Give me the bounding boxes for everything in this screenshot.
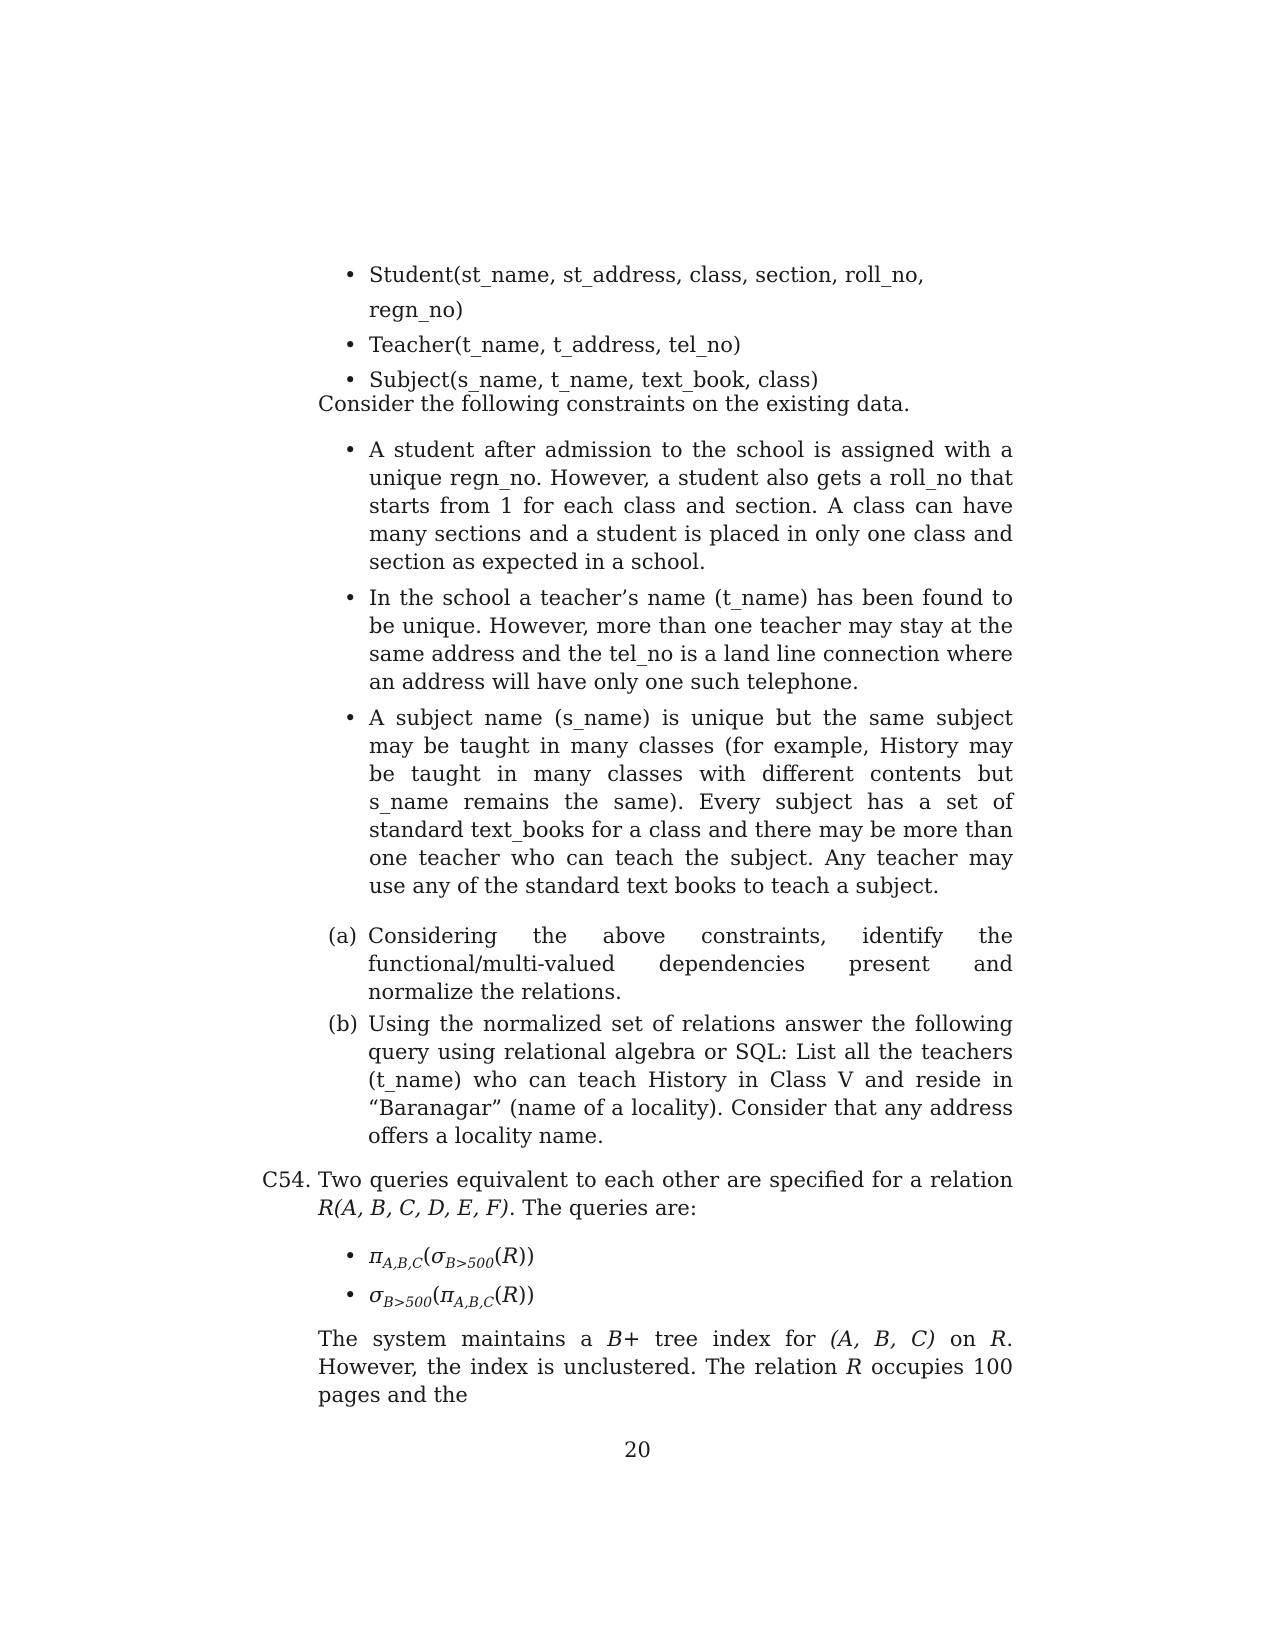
closing-text: on [935, 1327, 991, 1351]
closing-text: The system maintains a [318, 1327, 608, 1351]
part-text: Considering the above constraints, identify the functional/multi-valued dependencies present and normalize the relations. [368, 924, 1013, 1004]
page-number: 20 [624, 1438, 651, 1462]
pi-subscript: A,B,C [454, 1295, 495, 1311]
query-list [320, 1238, 1020, 1316]
question-intro [318, 1166, 1013, 1222]
closing-math: R [990, 1327, 1007, 1351]
part-item [320, 1010, 1013, 1150]
sigma-subscript: B>500 [445, 1256, 495, 1272]
part-item [320, 922, 1013, 1006]
sigma-subscript: B>500 [383, 1295, 433, 1311]
relation-arg: R [502, 1244, 519, 1268]
closing-math: R [846, 1355, 863, 1379]
question-intro-tail: . The queries are: [508, 1196, 697, 1220]
relation-signature: R(A, B, C, D, E, F) [318, 1196, 509, 1220]
constraint-item: • In the school a teacher’s name (t_name) has been found to be unique. However, more than one teacher may stay at the same address and the tel_no is a land line connection where an address will have only one such telephone. [320, 584, 1013, 696]
question-closing [318, 1325, 1013, 1409]
part-label: (b) [328, 1012, 358, 1036]
constraint-item: • A subject name (s_name) is unique but the same subject may be taught in many classes (for example, History may be taught in many classes with different contents but s_name remains the same). Every subject has a set of standard text_books for a class and there may be more than one teacher who can teach the subject. Any teacher may use any of the standard text books to teach a subject. [320, 704, 1013, 900]
question-label: C54. [262, 1168, 312, 1192]
relation-list [320, 258, 1020, 398]
part-text: Using the normalized set of relations answer the following query using relational algebra or SQL: List all the teachers (t_name) who can teach History in Class V and reside in “Baranagar” (name of a locality). Consider that any address offers a locality name. [368, 1012, 1013, 1148]
pi-symbol: π [440, 1283, 455, 1307]
relation-subject: • Subject(s_name, t_name, text_book, class) [320, 363, 1020, 398]
relation-arg: R [502, 1283, 519, 1307]
relation-student: • Student(st_name, st_address, class, section, roll_no, regn_no) [320, 258, 1020, 328]
part-label: (a) [328, 924, 357, 948]
parts-list [320, 922, 1013, 1150]
closing-math: B [607, 1327, 623, 1351]
closing-text: . However, the index is unclustered. The relation [318, 1327, 1013, 1379]
closing-text: + tree index for [622, 1327, 830, 1351]
sigma-symbol: σ [369, 1283, 384, 1307]
sigma-symbol: σ [431, 1244, 446, 1268]
pi-symbol: π [369, 1244, 383, 1268]
pi-subscript: A,B,C [382, 1256, 423, 1272]
query-2: • $\sigma_{B>500}(\pi_{A,B,C}(R))$ [320, 1277, 1020, 1316]
closing-math: (A, B, C) [829, 1327, 936, 1351]
question-intro-text: Two queries equivalent to each other are specified for a relation [318, 1168, 1013, 1192]
constraint-item: • A student after admission to the school is assigned with a unique regn_no. However, a student also gets a roll_no that starts from 1 for each class and section. A class can have many sections and a student is placed in only one class and section as expected in a school. [320, 436, 1013, 576]
constraint-list [320, 436, 1013, 900]
query-1: • $\pi_{A,B,C}(\sigma_{B>500}(R))$ [320, 1238, 1020, 1277]
constraints-intro: Consider the following constraints on the existing data. [318, 392, 911, 416]
relation-teacher: • Teacher(t_name, t_address, tel_no) [320, 328, 1020, 363]
closing-text: occupies 100 pages and the [318, 1355, 1013, 1407]
